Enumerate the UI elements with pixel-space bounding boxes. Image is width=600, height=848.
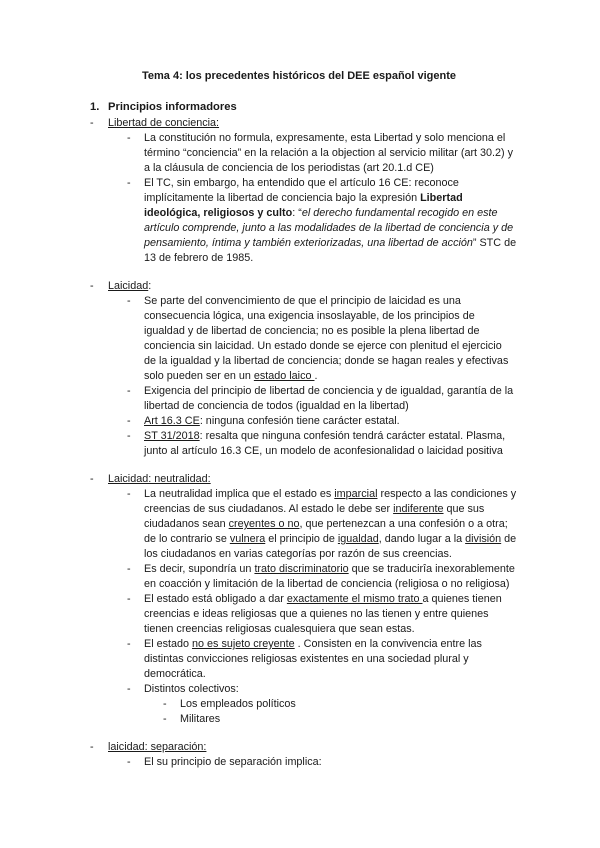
text-run: ciudadanos sean (144, 518, 229, 530)
list-dash: - (127, 683, 131, 695)
sub-list-item: Militares (180, 713, 221, 725)
text-run: : resalta que ninguna confesión tendrá carácter estatal. Plasma, (199, 430, 506, 442)
list-dash: - (90, 117, 94, 129)
list-dash: - (127, 132, 131, 144)
underlined-text: no es sujeto creyente (192, 638, 295, 650)
text-run: creencias de sus ciudadanos. Al estado le debe ser (144, 503, 394, 515)
list-dash: - (127, 593, 131, 605)
paragraph-line: democrática. (144, 668, 206, 680)
underlined-text: creyentes o no (228, 518, 300, 530)
underlined-text: indiferente (393, 503, 444, 515)
text-run: respecto a las condiciones y (377, 488, 517, 500)
paragraph-line (144, 206, 498, 221)
list-dash: - (127, 385, 131, 397)
italic-quote: el derecho fundamental recogido en este (301, 207, 498, 219)
underlined-text: igualdad (337, 533, 379, 545)
list-dash: - (127, 563, 131, 575)
paragraph-line (144, 532, 516, 547)
document-title: Tema 4: los precedentes históricos del DEE español vigente (142, 70, 457, 82)
text-run: de (501, 533, 517, 545)
paragraph-line (144, 429, 505, 444)
list-dash: - (90, 473, 94, 485)
text-run: El estado está obligado a dar (144, 593, 287, 605)
paragraph-line (144, 369, 317, 384)
text-run: ” STC de (472, 237, 517, 249)
paragraph-line: Distintos colectivos: (144, 683, 239, 695)
list-dash: - (163, 698, 167, 710)
underlined-text: Laicidad (108, 280, 149, 292)
paragraph-line: Se parte del convencimiento de que el principio de laicidad es una (144, 295, 461, 307)
underlined-text: división (465, 533, 502, 545)
italic-quote: artículo comprende, junto a las modalidades de la libertad de conciencia y de (144, 222, 514, 234)
paragraph-line (144, 191, 463, 206)
laicidad-label (108, 279, 151, 294)
paragraph-line: a la cláusula de conciencia de los periodistas (art 20.1.d CE) (144, 162, 434, 174)
text-run: . (314, 370, 318, 382)
paragraph-line (144, 414, 400, 429)
paragraph-line: El TC, sin embargo, ha entendido que el artículo 16 CE: reconoce (144, 177, 459, 189)
paragraph-line: Exigencia del principio de libertad de conciencia y de igualdad, garantía de la (144, 385, 514, 397)
paragraph-line: La constitución no formula, expresamente, esta Libertad y solo menciona el (144, 132, 506, 144)
text-run: de lo contrario se (144, 533, 230, 545)
text-run: el principio de (265, 533, 338, 545)
paragraph-line: los ciudadanos en varias categorías por razón de sus creencias. (144, 548, 452, 560)
list-dash: - (127, 488, 131, 500)
underlined-text: trato discriminatorio (254, 563, 349, 575)
list-dash: - (90, 741, 94, 753)
text-run: a quienes tienen (422, 593, 502, 605)
list-dash: - (163, 713, 167, 725)
paragraph-line: libertad de conciencia de todos (igualdad en la libertad) (144, 400, 409, 412)
paragraph-line: en coacción y limitación de la libertad de conciencia (religiosa o no religiosa) (144, 578, 510, 590)
text-run: La neutralidad implica que el estado es (144, 488, 335, 500)
underlined-text: imparcial (334, 488, 378, 500)
list-dash: - (127, 177, 131, 189)
text-run: que sus (443, 503, 485, 515)
paragraph-line (144, 502, 484, 517)
paragraph-line: igualdad y de libertad de conciencia; no es posible la plena libertad de (144, 325, 480, 337)
text-run: . Consisten en la convivencia entre las (294, 638, 482, 650)
paragraph-line (144, 236, 516, 251)
underlined-text: exactamente el mismo trato (286, 593, 423, 605)
paragraph-line (144, 487, 516, 502)
list-dash: - (127, 638, 131, 650)
text-run: Es decir, supondría un (144, 563, 255, 575)
paragraph-line: de la igualdad y la libertad de conciencia; donde se hagan reales y efectivas (144, 355, 509, 367)
text-run: El estado (144, 638, 193, 650)
text-run: solo pueden ser en un (144, 370, 254, 382)
paragraph-line: consecuencia lógica, una exigencia insoslayable, de los principios de (144, 310, 475, 322)
list-dash: - (127, 756, 131, 768)
text-run: , que pertenezcan a una confesión o a otra; (299, 518, 508, 530)
bold-text: ideológica, religiosos y culto (144, 207, 293, 219)
paragraph-line (144, 592, 502, 607)
paragraph-line: término “conciencia” en la relación a la objection al servicio militar (art 30.2) y (144, 147, 514, 159)
list-dash: - (90, 280, 94, 292)
paragraph-line: conciencia sin laicidad. Un estado donde se ejerce con plenitud el ejercicio (144, 340, 502, 352)
list-dash: - (127, 295, 131, 307)
text-run: : “ (292, 207, 302, 219)
paragraph-line (144, 517, 508, 532)
libertad-label: Libertad de conciencia: (108, 117, 220, 129)
text-run: implícitamente la libertad de conciencia bajo la expresión (144, 192, 421, 204)
paragraph-line (144, 562, 515, 577)
paragraph-line: tienen creencias religiosas cualesquiera que sean estas. (144, 623, 415, 635)
separacion-label: laicidad: separación: (108, 741, 207, 753)
italic-quote: pensamiento, íntima y también exteriorizadas, una libertad de acción (144, 237, 473, 249)
text-run: que se traducirîa inexorablemente (348, 563, 515, 575)
paragraph-line: junto al artículo 16.3 CE, un modelo de aconfesionalidad o laicidad positiva (144, 445, 503, 457)
list-dash: - (127, 430, 131, 442)
text-run: : ninguna confesión tiene carácter estatal. (199, 415, 400, 427)
underlined-text: Art 16.3 CE (144, 415, 200, 427)
paragraph-line: creencias e ideas religiosas que a quienes no las tienen y entre quienes (144, 608, 489, 620)
underlined-text: ST 31/2018 (144, 430, 200, 442)
text-run: , dando lugar a la (378, 533, 466, 545)
paragraph-line: 13 de febrero de 1985. (144, 252, 254, 264)
sub-list-item: Los empleados políticos (180, 698, 296, 710)
paragraph-line: El su principio de separación implica: (144, 756, 322, 768)
bold-text: Libertad (420, 192, 463, 204)
section-number: 1. (90, 101, 100, 113)
section-heading: Principios informadores (108, 101, 237, 113)
text-run: : (148, 280, 152, 292)
list-dash: - (127, 415, 131, 427)
paragraph-line (144, 637, 482, 652)
underlined-text: vulnera (229, 533, 266, 545)
paragraph-line: distintas convicciones religiosas existentes en una sociedad plural y (144, 653, 469, 665)
underlined-text: estado laico (253, 370, 315, 382)
neutralidad-label: Laicidad: neutralidad: (108, 473, 211, 485)
